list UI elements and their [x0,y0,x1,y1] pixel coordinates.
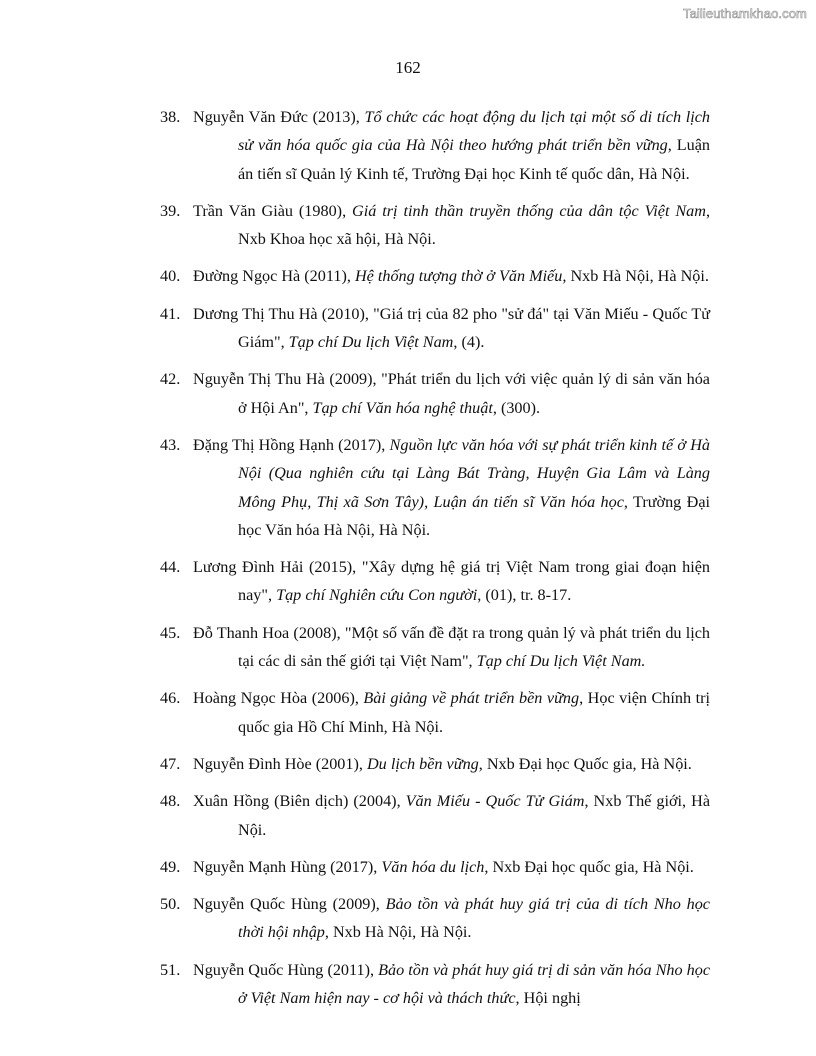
reference-text: , (300). [492,398,541,417]
reference-title: Văn Miếu - Quốc Tử Giám [405,792,585,811]
reference-text: Luận án tiến sĩ Quản lý Kinh tế, Trường Đại học Kinh tế quốc dân, Hà Nội. [238,136,710,183]
reference-title: Giá trị tinh thần truyền thống của dân tộc Việt Nam [352,201,706,220]
reference-title: Bảo tồn và phát huy giá trị của di tích Nho học thời hội nhập [238,895,710,942]
reference-title: Tạp chí Nghiên cứu Con người [276,586,478,605]
reference-number: 48. [160,792,181,811]
reference-title: Hệ thống tượng thờ ở Văn Miếu, [354,267,567,286]
reference-text: , Nxb Đại học Quốc gia, Hà Nội. [478,754,692,773]
reference-number: 46. [160,689,181,708]
reference-item [0,750,816,778]
reference-text: Trần Văn Giàu (1980), [193,201,353,220]
reference-text: Nguyễn Thị Thu Hà (2009), "Phát triển du lịch với việc quản lý di sản văn hóa ở Hội An", [193,370,710,417]
reference-number: 49. [160,857,181,876]
reference-text: Xuân Hồng (Biên dịch) (2004), [193,792,406,811]
reference-title: Bài giảng về phát triển bền vững [363,689,580,708]
reference-text: Đường Ngọc Hà (2011), [193,267,355,286]
reference-item [0,365,816,422]
reference-text: , (01), tr. 8-17. [477,586,572,605]
reference-text: Đỗ Thanh Hoa (2008), "Một số vấn đề đặt ra trong quản lý và phát triển du lịch tại các di sản thế giới tại Việt Nam", [193,623,710,671]
reference-text: , Hội nghị [515,989,581,1008]
reference-title: Du lịch bền vững [366,754,479,773]
reference-text: Đặng Thị Hồng Hạnh (2017), [193,435,390,454]
reference-item [0,431,816,544]
reference-number: 50. [160,895,181,914]
reference-text: Lương Đình Hải (2015), "Xây dựng hệ giá trị Việt Nam trong giai đoạn hiện nay", [193,558,710,605]
reference-text: , Nxb Đại học quốc gia, Hà Nội. [484,857,694,876]
reference-text: , (4). [453,333,485,352]
reference-number: 38. [160,108,181,126]
page-number: 162 [395,58,421,77]
reference-title: Tạp chí Du lịch Việt Nam. [476,652,646,671]
reference-text: , Trường Đại học Văn hóa Hà Nội, Hà Nội. [238,492,711,539]
reference-text: Nguyễn Văn Đức (2013), [193,108,365,126]
reference-item [0,197,816,254]
reference-item [0,853,816,881]
reference-title: Tạp chí Du lịch Việt Nam [288,333,454,352]
reference-title: Tạp chí Văn hóa nghệ thuật [312,398,493,417]
reference-item [0,262,816,290]
reference-text: Nxb Hà Nội, Hà Nội. [566,267,709,286]
reference-text: , Nxb Khoa học xã hội, Hà Nội. [238,201,710,249]
reference-number: 42. [160,370,181,389]
reference-item [0,553,816,610]
reference-number: 51. [160,960,181,979]
reference-number: 41. [160,304,181,323]
reference-number: 39. [160,201,181,220]
reference-text: Nguyễn Quốc Hùng (2009), [193,895,386,914]
reference-title: Tổ chức các hoạt động du lịch tại một số di tích lịch sử văn hóa quốc gia của Hà Nội theo hướng phát triển bền vững, [238,108,711,155]
reference-text: , Nxb Hà Nội, Hà Nội. [324,923,472,942]
reference-item [0,300,816,357]
reference-title: Văn hóa du lịch [381,857,485,876]
reference-item [0,103,816,188]
reference-title: Bảo tồn và phát huy giá trị di sản văn hóa Nho học ở Việt Nam hiện nay - cơ hội và thách thức [238,960,710,1008]
reference-text: Nguyễn Đình Hòe (2001), [193,754,367,773]
reference-number: 47. [160,754,181,773]
watermark: Tailieuthamkhao.com [682,6,807,21]
reference-number: 44. [160,558,181,577]
reference-title: Nguồn lực văn hóa với sự phát triển kinh tế ở Hà Nội (Qua nghiên cứu tại Làng Bát Tràng, Huyện Gia Lâm và Làng Mông Phụ, Thị xã Sơn Tây), Luận án tiến sĩ Văn hóa học [238,435,710,511]
reference-number: 43. [160,435,181,454]
reference-item [0,787,816,844]
reference-item [0,956,816,1013]
reference-number: 40. [160,267,181,286]
reference-text: , Học viện Chính trị quốc gia Hồ Chí Minh, Hà Nội. [238,689,710,736]
reference-text: Dương Thị Thu Hà (2010), "Giá trị của 82 pho "sử đá" tại Văn Miếu - Quốc Tử Giám", [193,304,710,352]
reference-item [0,684,816,741]
reference-list [0,103,816,1021]
reference-number: 45. [160,623,181,642]
reference-text: Nguyễn Quốc Hùng (2011), [193,960,379,979]
reference-item [0,890,816,947]
reference-text: Nguyễn Mạnh Hùng (2017), [193,857,382,876]
reference-text: , Nxb Thế giới, Hà Nội. [238,792,710,839]
reference-text: Hoàng Ngọc Hòa (2006), [193,689,364,708]
reference-item [0,619,816,676]
